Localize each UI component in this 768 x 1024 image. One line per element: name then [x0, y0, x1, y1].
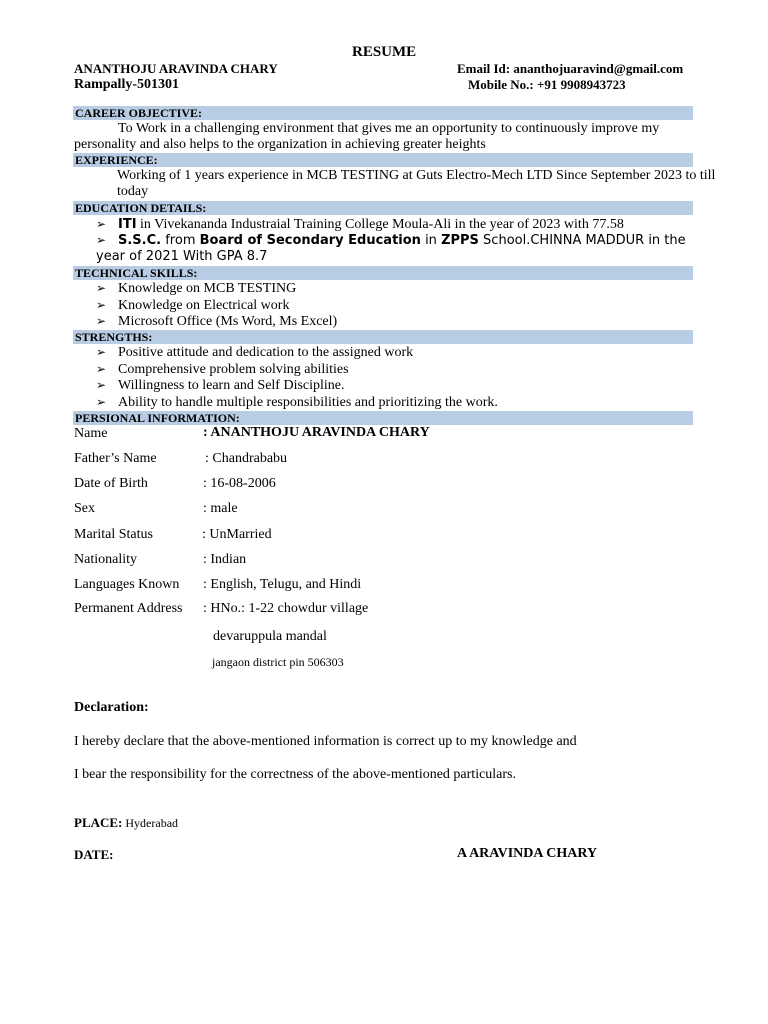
strengths-heading: STRENGTHS:: [73, 330, 693, 344]
candidate-name: ANANTHOJU ARAVINDA CHARY: [74, 61, 278, 76]
email-line: [457, 61, 683, 77]
career-objective-text: To Work in a challenging environment that gives me an opportunity to continuously improve my personality and also helps to the organization in achieving greater heights: [74, 121, 660, 152]
strength-item: [96, 361, 349, 378]
experience-text-value: Working of 1 years experience in MCB TESTING at Guts Electro-Mech LTD Since September 2023 to till today: [117, 168, 716, 199]
strength-item: [96, 344, 413, 361]
ssc-strong: S.S.C.: [118, 233, 162, 248]
signature-name: A ARAVINDA CHARY: [457, 846, 598, 861]
arrow-bullet-icon: ➢: [96, 298, 107, 312]
technical-skill-item: [96, 280, 296, 297]
languages-value: : English, Telugu, and Hindi: [203, 577, 362, 592]
name-value: : ANANTHOJU ARAVINDA CHARY: [203, 425, 430, 440]
address-line-2: devaruppula mandal: [213, 629, 327, 644]
ssc-board: Board of Secondary Education: [199, 233, 421, 248]
address-line-3: jangaon district pin 506303: [212, 655, 344, 669]
address-label: Permanent Address: [74, 601, 183, 616]
languages-label: Languages Known: [74, 577, 180, 592]
strength-label: Comprehensive problem solving abilities: [118, 362, 349, 377]
ssc-in: in: [420, 233, 442, 248]
ssc-from: from: [161, 233, 200, 248]
arrow-bullet-icon: ➢: [96, 217, 107, 231]
technical-skill-label: Microsoft Office (Ms Word, Ms Excel): [118, 314, 338, 329]
declaration-heading: Declaration:: [74, 700, 149, 715]
place-label: PLACE:: [74, 815, 123, 830]
strength-item: [96, 377, 345, 394]
declaration-line-1: I hereby declare that the above-mentioned information is correct up to my knowledge and: [74, 734, 577, 749]
personal-info-heading: PERSIONAL INFORMATION:: [73, 411, 693, 425]
career-objective-heading: CAREER OBJECTIVE:: [73, 106, 693, 120]
arrow-bullet-icon: ➢: [96, 395, 107, 409]
iti-strong: ITI: [118, 217, 137, 232]
resume-title: RESUME: [352, 44, 417, 60]
arrow-bullet-icon: ➢: [96, 281, 107, 295]
date-label: DATE:: [74, 847, 114, 862]
mobile-label: Mobile No.:: [468, 77, 534, 92]
strength-label: Positive attitude and dedication to the assigned work: [118, 345, 414, 360]
strength-label: Willingness to learn and Self Discipline.: [118, 378, 345, 393]
arrow-bullet-icon: ➢: [96, 378, 107, 392]
strength-label: Ability to handle multiple responsibilities and prioritizing the work.: [118, 395, 498, 410]
father-name-value: : Chandrababu: [205, 451, 288, 466]
technical-skill-label: Knowledge on MCB TESTING: [118, 281, 297, 296]
place-value: Hyderabad: [122, 816, 179, 830]
candidate-location: Rampally-501301: [74, 77, 179, 92]
declaration-line-2: I bear the responsibility for the correctness of the above-mentioned particulars.: [74, 767, 517, 782]
arrow-bullet-icon: ➢: [96, 345, 107, 359]
arrow-bullet-icon: ➢: [96, 362, 107, 376]
place-line: [74, 815, 178, 831]
ssc-zpps: ZPPS: [441, 233, 479, 248]
technical-skills-heading: TECHNICAL SKILLS:: [73, 266, 693, 280]
name-label: Name: [74, 426, 108, 441]
technical-skill-label: Knowledge on Electrical work: [118, 298, 290, 313]
nationality-value: : Indian: [203, 552, 247, 567]
iti-rest: in Vivekananda Industraial Training College Moula-Ali in the year of 2023 with 77.58: [136, 217, 624, 232]
experience-text: [117, 168, 717, 200]
mobile-value: +91 9908943723: [536, 77, 626, 92]
experience-heading: EXPERIENCE:: [73, 153, 693, 167]
ssc-rest: School.CHINNA MADDUR in the year of 2021 With GPA 8.7: [96, 233, 686, 264]
marital-status-label: Marital Status: [74, 527, 153, 542]
education-item-iti: [96, 216, 624, 233]
sex-label: Sex: [74, 501, 95, 516]
email-value: ananthojuaravind@gmail.com: [513, 61, 684, 76]
dob-value: : 16-08-2006: [203, 476, 276, 491]
arrow-bullet-icon: ➢: [96, 233, 107, 247]
father-name-label: Father’s Name: [74, 451, 157, 466]
marital-status-value: : UnMarried: [202, 527, 272, 542]
nationality-label: Nationality: [74, 552, 137, 567]
dob-label: Date of Birth: [74, 476, 148, 491]
technical-skill-item: [96, 313, 337, 330]
mobile-line: [468, 77, 626, 93]
education-heading: EDUCATION DETAILS:: [73, 201, 693, 215]
education-item-ssc: [96, 232, 696, 265]
email-label: Email Id:: [457, 61, 511, 76]
strength-item: [96, 394, 498, 411]
arrow-bullet-icon: ➢: [96, 314, 107, 328]
technical-skill-item: [96, 297, 289, 314]
address-line-1: : HNo.: 1-22 chowdur village: [203, 601, 369, 616]
sex-value: : male: [203, 501, 238, 516]
